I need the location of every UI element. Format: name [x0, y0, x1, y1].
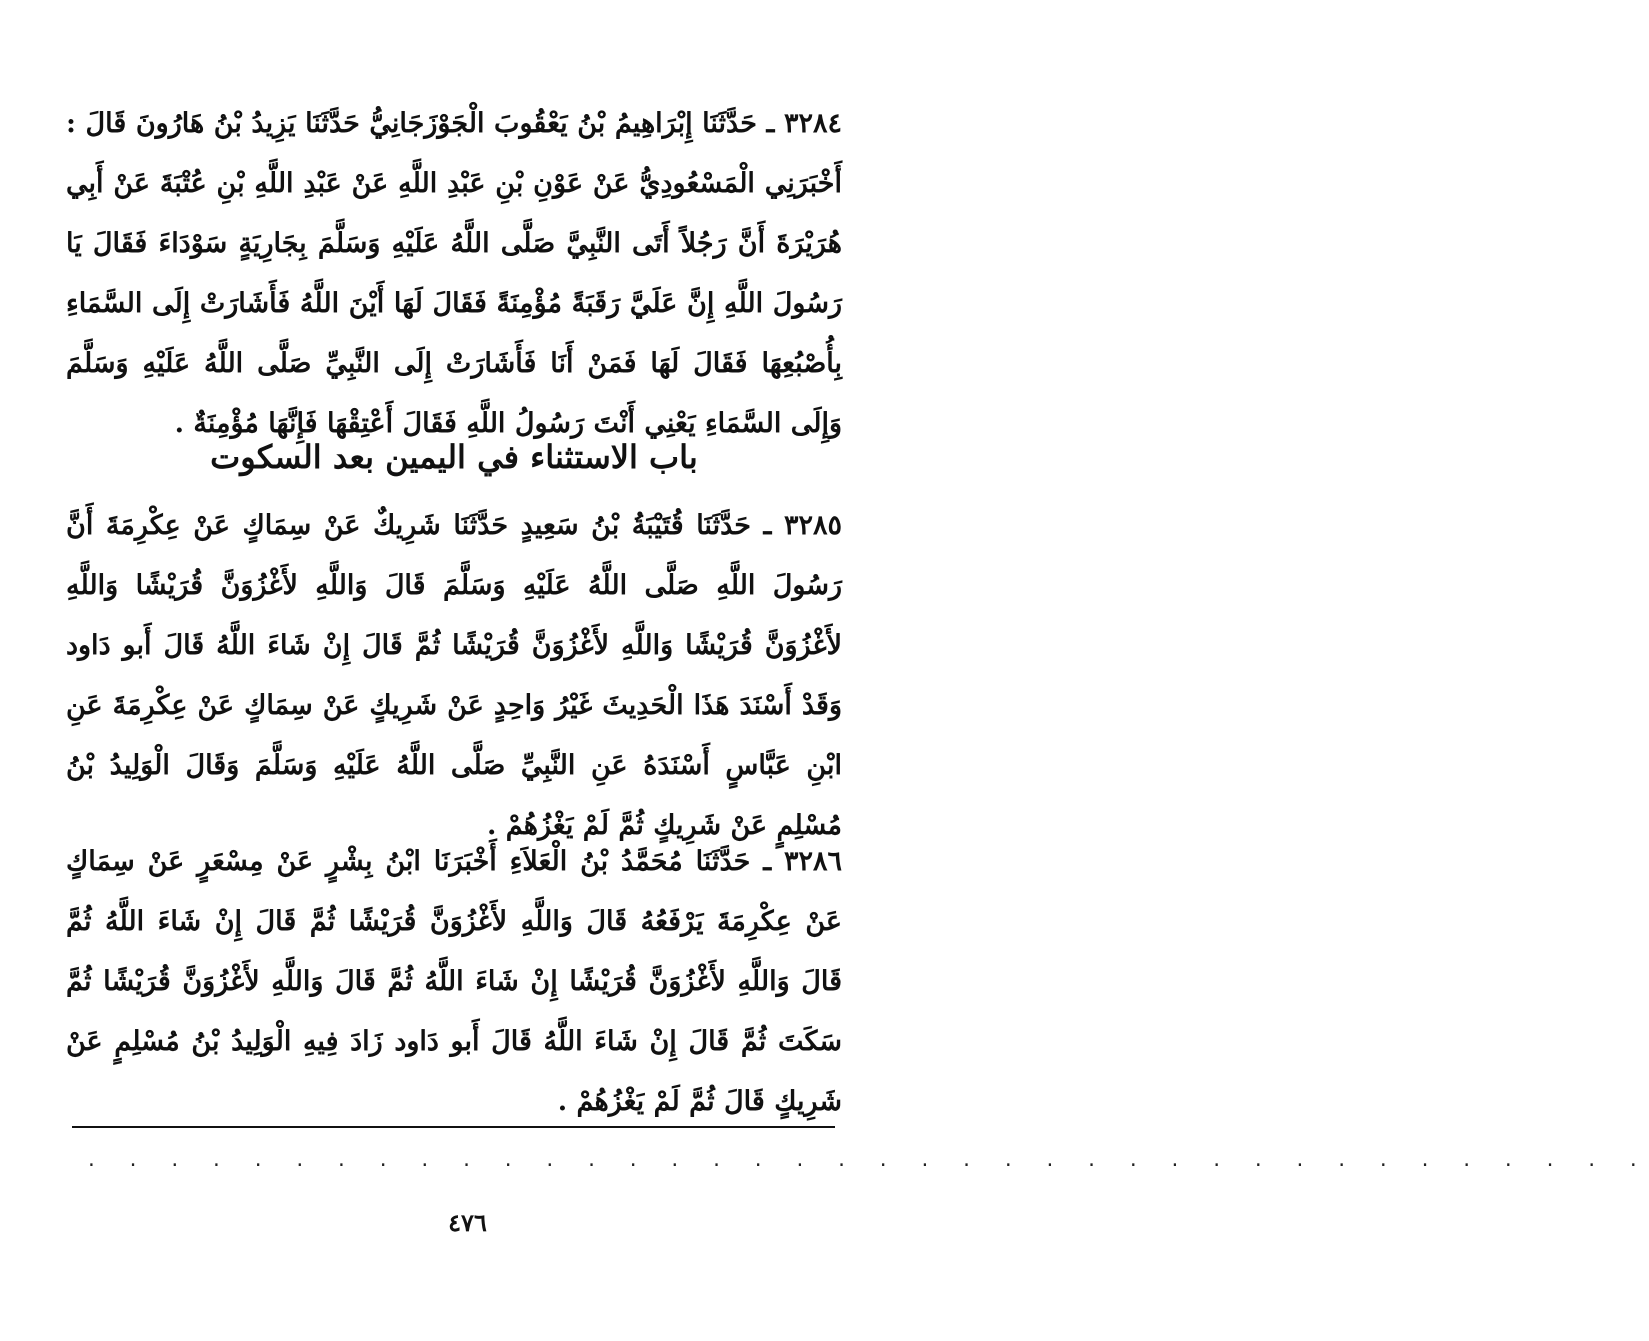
chapter-heading: باب الاستثناء في اليمين بعد السكوت — [210, 438, 698, 476]
footnote-dotted-line: . . . . . . . . . . . . . . . . . . . . . . . . . . . . . . . . . . . . . . — [86, 1150, 1649, 1171]
hadith-paragraph-3286 — [66, 832, 842, 1132]
hadith-text: ـ حَدَّثَنَا إِبْرَاهِيمُ بْنُ يَعْقُوبَ الْجَوْزَجَانِيُّ حَدَّثَنَا يَزِيدُ بْنُ هَارُونَ قَالَ : أَخْبَرَنِي الْمَسْعُودِيُّ عَنْ عَوْنِ بْنِ عَبْدِ اللَّهِ عَنْ عَبْدِ اللَّهِ بْنِ عُتْبَةَ عَنْ أَبِي هُرَيْرَةَ أَنَّ رَجُلاً أَتَى النَّبِيَّ صَلَّى اللَّهُ عَلَيْهِ وَسَلَّمَ بِجَارِيَةٍ سَوْدَاءَ فَقَالَ يَا رَسُولَ اللَّهِ إِنَّ عَلَيَّ رَقَبَةً مُؤْمِنَةً فَقَالَ لَهَا أَيْنَ اللَّهُ فَأَشَارَتْ إِلَى السَّمَاءِ بِأُصْبُعِهَا فَقَالَ لَهَا فَمَنْ أَنَا فَأَشَارَتْ إِلَى النَّبِيِّ صَلَّى اللَّهُ عَلَيْهِ وَسَلَّمَ وَإِلَى السَّمَاءِ يَعْنِي أَنْتَ رَسُولُ اللَّهِ فَقَالَ أَعْتِقْهَا فَإِنَّهَا مُؤْمِنَةٌ . — [66, 108, 842, 439]
hadith-text: ـ حَدَّثَنَا قُتَيْبَةُ بْنُ سَعِيدٍ حَدَّثَنَا شَرِيكٌ عَنْ سِمَاكٍ عَنْ عِكْرِمَةَ أَنَّ رَسُولَ اللَّهِ صَلَّى اللَّهُ عَلَيْهِ وَسَلَّمَ قَالَ وَاللَّهِ لأَغْزُوَنَّ قُرَيْشًا وَاللَّهِ لأَغْزُوَنَّ قُرَيْشًا وَاللَّهِ لأَغْزُوَنَّ قُرَيْشًا ثُمَّ قَالَ إِنْ شَاءَ اللَّهُ قَالَ أَبو دَاود وَقَدْ أَسْنَدَ هَذَا الْحَدِيثَ غَيْرُ وَاحِدٍ عَنْ شَرِيكٍ عَنْ سِمَاكٍ عَنْ عِكْرِمَةَ عَنِ ابْنِ عَبَّاسٍ أَسْنَدَهُ عَنِ النَّبِيِّ صَلَّى اللَّهُ عَلَيْهِ وَسَلَّمَ وَقَالَ الْوَلِيدُ بْنُ مُسْلِمٍ عَنْ شَرِيكٍ ثُمَّ لَمْ يَغْزُهُمْ . — [66, 510, 842, 841]
hadith-number: ٣٢٨٤ — [783, 108, 842, 139]
hadith-number: ٣٢٨٦ — [783, 846, 842, 877]
hadith-text: ـ حَدَّثَنَا مُحَمَّدُ بْنُ الْعَلاَءِ أَخْبَرَنَا ابْنُ بِشْرٍ عَنْ مِسْعَرٍ عَنْ سِمَاكٍ عَنْ عِكْرِمَةَ يَرْفَعُهُ قَالَ وَاللَّهِ لأَغْزُوَنَّ قُرَيْشًا ثُمَّ قَالَ إِنْ شَاءَ اللَّهُ ثُمَّ قَالَ وَاللَّهِ لأَغْزُوَنَّ قُرَيْشًا إِنْ شَاءَ اللَّهُ ثُمَّ قَالَ وَاللَّهِ لأَغْزُوَنَّ قُرَيْشًا ثُمَّ سَكَتَ ثُمَّ قَالَ إِنْ شَاءَ اللَّهُ قَالَ أَبو دَاود زَادَ فِيهِ الْوَلِيدُ بْنُ مُسْلِمٍ عَنْ شَرِيكٍ قَالَ ثُمَّ لَمْ يَغْزُهُمْ . — [66, 846, 842, 1117]
hadith-number: ٣٢٨٥ — [783, 510, 842, 541]
hadith-paragraph-3285 — [66, 496, 842, 856]
footnote-divider — [72, 1126, 835, 1128]
hadith-paragraph-3284 — [66, 94, 842, 454]
page-number: ٤٧٦ — [448, 1208, 487, 1237]
